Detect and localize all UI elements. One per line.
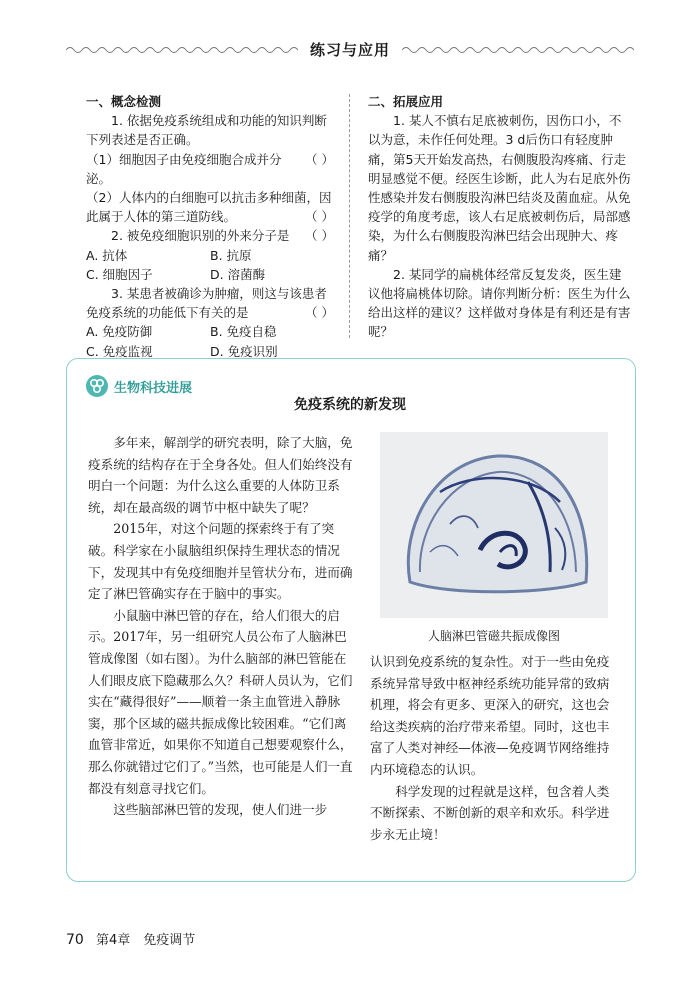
article-right-column <box>370 651 620 845</box>
option[interactable]: A. 免疫防御 <box>86 324 153 340</box>
question-2-options-row-1 <box>86 246 334 265</box>
image-caption: 人脑淋巴管磁共振成像图 <box>427 629 560 643</box>
section-title: 练习与应用 <box>309 41 390 59</box>
application-question-1: 1. 某人不慎右足底被刺伤，因伤口小，不以为意，未作任何处理。3 d后伤口有轻度肿痛，第5天开始发高热，右侧腹股沟疼痛、行走明显感觉不便。经医生诊断，此人为右足底外伤性感染并发右侧腹股沟淋巴结炎及菌血症。从免疫学的角度考虑，该人右足底被刺伤后，局部感染，为什么右侧腹股沟淋巴结会出现肿大、疼痛？ <box>368 113 631 263</box>
article-left-column <box>88 432 356 821</box>
article-paragraph: 多年来，解剖学的研究表明，除了大脑，免疫系统的结构存在于全身各处。但人们始终没有明白一个问题：为什么这么重要的人体防卫系统，却在最高级的调节中枢中缺失了呢？ <box>88 435 353 515</box>
chapter-label: 第4章 免疫调节 <box>95 933 196 948</box>
option[interactable]: B. 免疫自稳 <box>210 324 277 340</box>
question-1-1: （1）细胞因子由免疫细胞合成并分泌。 （ ） <box>86 150 334 188</box>
question-3: 3. 某患者被确诊为肿瘤，则这与该患者免疫系统的功能低下有关的是 <box>86 286 327 321</box>
question-1: 1. 依据免疫系统组成和功能的知识判断下列表述是否正确。 <box>86 113 327 148</box>
option[interactable]: D. 溶菌酶 <box>210 266 266 282</box>
header-wave-right <box>402 44 634 56</box>
concept-check-heading: 一、概念检测 <box>86 94 162 109</box>
brain-lymphatic-mri-image <box>380 432 608 618</box>
page-footer <box>66 929 195 948</box>
article-paragraph: 科学发现的过程就是这样，包含着人类不断探索、不断创新的艰辛和欢乐。科学进步永无止境！ <box>370 783 610 842</box>
column-divider <box>349 94 350 338</box>
answer-blank[interactable]: （ ） <box>305 305 334 321</box>
answer-blank[interactable]: （ ） <box>305 151 334 167</box>
concept-check-column <box>86 92 334 361</box>
question-2: 2. 被免疫细胞识别的外来分子是 （ ） <box>86 226 334 245</box>
page-number: 70 <box>66 932 84 948</box>
extended-application-column <box>368 92 632 342</box>
article-paragraph-continued: 认识到免疫系统的复杂性。对于一些由免疫系统异常导致中枢神经系统功能异常的致病机理，将会有更多、更深入的研究，这也会给这类疾病的治疗带来希望。同时，这也丰富了人类对神经—体液—免疫调节网络维持内环境稳态的认识。 <box>370 654 610 777</box>
question-1-2-answer <box>86 207 334 226</box>
answer-blank[interactable]: （ ） <box>305 228 334 244</box>
article-title: 免疫系统的新发现 <box>294 397 406 413</box>
question-2-options-row-2 <box>86 265 334 284</box>
article-paragraph: 2015年，对这个问题的探索终于有了突破。科学家在小鼠脑组织保持生理状态的情况下，发现其中有免疫细胞并呈管状分布，进而确定了淋巴管确实存在于脑中的事实。 <box>88 521 353 602</box>
article-paragraph: 小鼠脑中淋巴管的存在，给人们很大的启示。2017年，另一组研究人员公布了人脑淋巴管成像图（如右图）。为什么脑部的淋巴管能在人们眼皮底下隐藏那么久？科研人员认为，它们实在“藏得很好”——顺着一条主血管进入静脉窦，那个区域的磁共振成像比较困难。“它们离血管非常近，如果你不知道自己想要观察什么，那么你就错过它们了。”当然，也可能是人们一直都没有刻意寻找它们。 <box>88 607 353 796</box>
question-3-options-row-1 <box>86 322 334 341</box>
option[interactable]: D. 免疫识别 <box>210 343 278 359</box>
article-paragraph: 这些脑部淋巴管的发现，使人们进一步 <box>113 802 328 818</box>
application-question-2: 2. 某同学的扁桃体经常反复发炎，医生建议他将扁桃体切除。请你判断分析：医生为什么给出这样的建议？这样做对身体是有利还是有害呢？ <box>368 266 631 340</box>
option[interactable]: C. 免疫监视 <box>86 343 153 359</box>
option[interactable]: A. 抗体 <box>86 247 128 263</box>
question-3-answer <box>86 303 334 322</box>
option[interactable]: B. 抗原 <box>210 247 252 263</box>
extended-application-heading: 二、拓展应用 <box>368 94 444 109</box>
question-1-2: （2）人体内的白细胞可以抗击多种细菌，因此属于人体的第三道防线。 <box>86 190 332 225</box>
biotech-tag-label: 生物科技进展 <box>114 380 193 396</box>
answer-blank[interactable]: （ ） <box>305 209 334 225</box>
option[interactable]: C. 细胞因子 <box>86 266 153 282</box>
